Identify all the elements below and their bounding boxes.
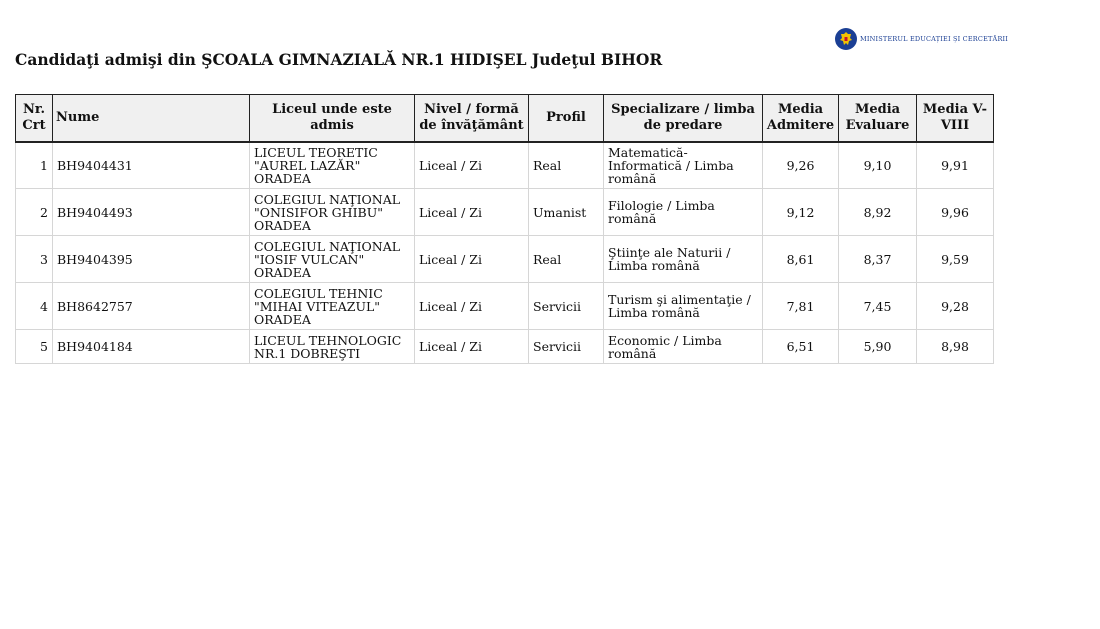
cell-liceu: COLEGIUL NAŢIONAL "ONISIFOR GHIBU" ORADEA: [250, 189, 415, 236]
cell-media-evaluare: 8,92: [839, 189, 917, 236]
header-nivel: Nivel / formă de învăţământ: [415, 95, 529, 142]
table-row: [16, 330, 994, 364]
header-media-evaluare-line2: Evaluare: [845, 117, 910, 133]
header-nume: Nume: [53, 95, 250, 142]
header-nr-crt-line1: Nr.: [22, 101, 46, 117]
ministry-logo-text: MINISTERUL EDUCAȚIEI ȘI CERCETĂRII: [860, 35, 1009, 43]
cell-media-v-viii: 9,96: [917, 189, 994, 236]
cell-media-admitere: 9,12: [763, 189, 839, 236]
cell-nume: BH8642757: [53, 283, 250, 330]
cell-nivel: Liceal / Zi: [415, 283, 529, 330]
cell-nume: BH9404184: [53, 330, 250, 364]
cell-nr: 3: [16, 236, 53, 283]
header-liceu: Liceul unde este admis: [250, 95, 415, 142]
header-media-evaluare: [839, 95, 917, 142]
cell-profil: Servicii: [529, 283, 604, 330]
header-specializare: Specializare / limba de predare: [604, 95, 763, 142]
cell-media-v-viii: 8,98: [917, 330, 994, 364]
cell-nume: BH9404395: [53, 236, 250, 283]
cell-media-admitere: 6,51: [763, 330, 839, 364]
cell-media-evaluare: 9,10: [839, 142, 917, 189]
cell-nivel: Liceal / Zi: [415, 142, 529, 189]
cell-media-v-viii: 9,59: [917, 236, 994, 283]
cell-nr: 4: [16, 283, 53, 330]
cell-profil: Real: [529, 142, 604, 189]
header-profil: Profil: [529, 95, 604, 142]
cell-liceu: COLEGIUL NAŢIONAL "IOSIF VULCAN" ORADEA: [250, 236, 415, 283]
cell-media-v-viii: 9,28: [917, 283, 994, 330]
cell-media-admitere: 8,61: [763, 236, 839, 283]
cell-profil: Umanist: [529, 189, 604, 236]
cell-profil: Real: [529, 236, 604, 283]
cell-specializare: Filologie / Limba română: [604, 189, 763, 236]
cell-specializare: Economic / Limba română: [604, 330, 763, 364]
cell-liceu: COLEGIUL TEHNIC "MIHAI VITEAZUL" ORADEA: [250, 283, 415, 330]
cell-media-admitere: 7,81: [763, 283, 839, 330]
header-media-admitere: [763, 95, 839, 142]
header-nr-crt-line2: Crt: [22, 117, 46, 133]
cell-nivel: Liceal / Zi: [415, 330, 529, 364]
cell-media-admitere: 9,26: [763, 142, 839, 189]
cell-media-v-viii: 9,91: [917, 142, 994, 189]
header-media-evaluare-line1: Media: [854, 101, 901, 117]
table-row: [16, 236, 994, 283]
cell-nivel: Liceal / Zi: [415, 236, 529, 283]
header-row: [16, 95, 994, 142]
cell-media-evaluare: 8,37: [839, 236, 917, 283]
header-media-v-viii: Media V-VIII: [917, 95, 994, 142]
header-nr-crt: [16, 95, 53, 142]
header-media-admitere-line1: Media: [777, 101, 824, 117]
cell-profil: Servicii: [529, 330, 604, 364]
table-row: [16, 189, 994, 236]
table-row: [16, 283, 994, 330]
cell-specializare: Ştiinţe ale Naturii / Limba română: [604, 236, 763, 283]
admitted-candidates-table: [15, 94, 994, 364]
cell-media-evaluare: 7,45: [839, 283, 917, 330]
cell-media-evaluare: 5,90: [839, 330, 917, 364]
cell-specializare: Matematică-Informatică / Limba română: [604, 142, 763, 189]
cell-nr: 2: [16, 189, 53, 236]
cell-nr: 5: [16, 330, 53, 364]
cell-nume: BH9404493: [53, 189, 250, 236]
cell-liceu: LICEUL TEORETIC "AUREL LAZĂR" ORADEA: [250, 142, 415, 189]
cell-liceu: LICEUL TEHNOLOGIC NR.1 DOBREŞTI: [250, 330, 415, 364]
cell-nivel: Liceal / Zi: [415, 189, 529, 236]
coat-of-arms-icon: [835, 28, 857, 50]
table-row: [16, 142, 994, 189]
page-title: Candidaţi admişi din ŞCOALA GIMNAZIALĂ NR.1 HIDIŞEL Judeţul BIHOR: [15, 50, 663, 69]
cell-specializare: Turism şi alimentaţie / Limba română: [604, 283, 763, 330]
ministry-logo: [835, 27, 1008, 51]
header-media-admitere-line2: Admitere: [766, 117, 835, 133]
table-body: [16, 142, 994, 364]
cell-nr: 1: [16, 142, 53, 189]
cell-nume: BH9404431: [53, 142, 250, 189]
table-header: [16, 95, 994, 142]
